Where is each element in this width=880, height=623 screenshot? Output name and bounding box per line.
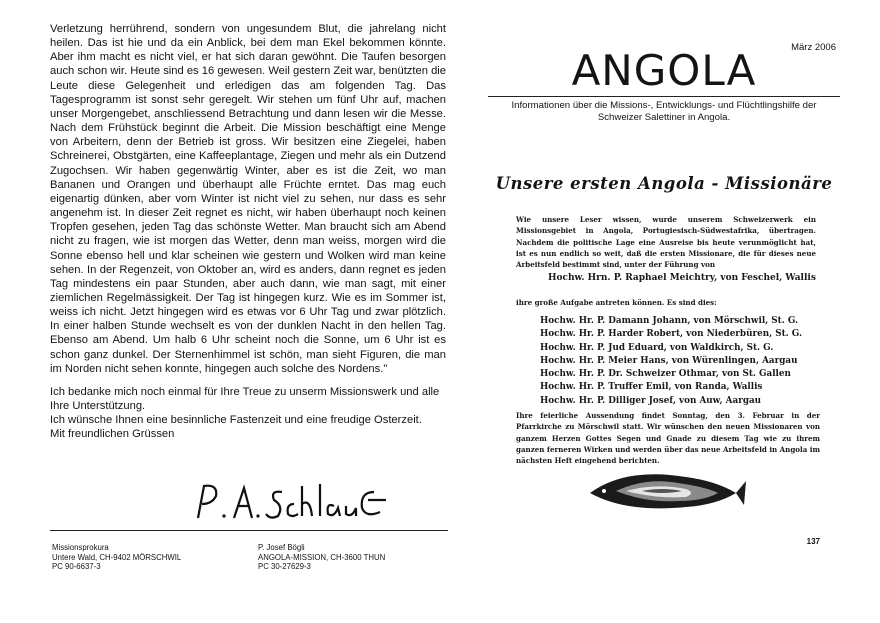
missionary-list xyxy=(540,315,820,408)
article-title: Unsere ersten Angola - Missionäre xyxy=(495,174,833,193)
letter-column xyxy=(50,22,446,442)
thanks-text: Ich bedanke mich noch einmal für Ihre Treue zu unserm Missionswerk und alle Ihre Unterstützung. xyxy=(50,385,440,413)
letter-body: Verletzung herrührend, sondern von ungesundem Blut, die jahrelang nicht heilen. Das ist hie und da ein Anblick, bei dem man Ekel bekommen könnte. Aber ihm macht es nicht viel, er hat sich daran gewöhnt. Die Taufen besorgen auch schon wir. Heute sind es 16 gewesen. Weil gestern Zeit war, benützten die Leute diese Gelegenheit und erledigen das am folgenden Tag. Das Tagesprogramm ist sonst sehr geregelt. Wir stehen um fünf Uhr auf, machen unser Morgengebet, anschliessend Betrachtung und dann lesen wir die Messe. Nach dem Frühstück beginnt die Arbeit. Die Mission beschäftigt eine Menge von Arbeitern, denn der Betrieb ist gross. Wir besitzen eine Ziegelei, haben Schreinerei, Obstgärten, eine Kaffeeplantage, Ziegen und mehr als ein Dutzend Zugochsen. Wir haben gegenwärtig Winter, aber es ist die Zeit, wo man Bananen und Orangen und überhaupt alle Früchte erntet. Das mag euch eigenartig dünken, aber vom Winter ist nicht viel zu sehen, nur dass es sehr angenehm ist. In dieser Zeit regnet es nicht, wir haben überhaupt noch keinen Tropfen gesehen, jeden Tag das schönste Wetter. Man braucht sich am Abend nicht zu fragen, wie ist morgen das Wetter, denn man weiss, morgen wird die Sonne ebenso hell und klar scheinen wie gestern und Wolken wird man keine sehen. In der Regenzeit, von Oktober an, wird es anders, dann regnet es jeden Tag mindestens ein paar Stunden, aber auch dann, wie man sagt, mit einer ziemlichen Regelmässigkeit. Der Tag ist hingegen kurz. Wie es im Sommer ist, weiss ich nicht. Jetzt hingegen wird es etwas vor 6 Uhr Tag und zwar plötzlich. In einer halben Stunde wechselt es von der dunklen Nacht in den hellen Tag. Ebenso am Abend. Um halb 6 Uhr scheint noch die Sonne, um 6 Uhr ist es schon ganz dunkel. Der Sternenhimmel ist schön, man sieht Figuren, die man im Norden nicht sehen konnte, hingegen auch solche des Nordens." xyxy=(50,23,446,375)
list-item: Hochw. Hr. P. Meier Hans, von Würenlingen, Aargau xyxy=(540,355,798,366)
footer-line: ANGOLA-MISSION, CH-3600 THUN xyxy=(258,552,386,562)
list-item: Hochw. Hr. P. Dilliger Josef, von Auw, Aargau xyxy=(540,395,762,406)
issue-date: März 2006 xyxy=(791,42,836,53)
footer-mission xyxy=(258,543,385,572)
newsletter-column xyxy=(488,0,840,623)
masthead-divider xyxy=(488,96,840,97)
greeting-text: Mit freundlichen Grüssen xyxy=(50,428,175,441)
footer-line: P. Josef Bögli xyxy=(258,543,305,552)
footer-line: PC 30-27629-3 xyxy=(258,562,311,572)
footer-line: Missionsprokura xyxy=(52,543,109,552)
page-number: 137 xyxy=(806,537,820,546)
article-outro: Ihre feierliche Aussendung findet Sonntag, den 3. Februar in der Pfarrkirche zu Mörschwil statt. Wir wünschen den neuen Missionaren von ganzem Herzen Gottes Segen und Gnade zu diesem Tag wie zu ihrem ganzen ferneren Wirken und werden über das neue Arbeitsfeld in Angola im nächsten Heft eingehend berichten. xyxy=(516,411,820,466)
list-item: Hochw. Hr. P. Damann Johann, von Mörschwil, St. G. xyxy=(540,316,799,326)
list-item: Hochw. Hr. P. Harder Robert, von Niederbüren, St. G. xyxy=(540,329,803,340)
masthead-title: ANGOLA xyxy=(571,46,757,95)
handwritten-signature xyxy=(190,478,390,528)
masthead-subtitle: Informationen über die Missions-, Entwicklungs- und Flüchtlingshilfe der Schweizer Salettiner in Angola. xyxy=(511,100,817,123)
footer-procura xyxy=(52,543,181,572)
list-item: Hochw. Hr. P. Dr. Schweizer Othmar, von St. Gallen xyxy=(540,369,791,380)
fish-icon xyxy=(586,463,746,515)
task-line: ihre große Aufgabe antreten können. Es sind dies: xyxy=(516,298,717,307)
list-item: Hochw. Hr. P. Truffer Emil, von Randa, Wallis xyxy=(540,382,763,393)
footer-line: Untere Wald, CH-9402 MÖRSCHWIL xyxy=(52,552,182,562)
wishes-text: Ich wünsche Ihnen eine besinnliche Fastenzeit und eine freudige Osterzeit. xyxy=(50,414,422,427)
list-item: Hochw. Hr. P. Jud Eduard, von Waldkirch, St. G. xyxy=(540,342,774,353)
leader-name: Hochw. Hrn. P. Raphael Meichtry, von Feschel, Wallis xyxy=(548,273,816,283)
article-intro: Wie unsere Leser wissen, wurde unserem Schweizerwerk ein Missionsgebiet in Angola, Portugiesisch-Südwestafrika, übertragen. Nachdem die politische Lage eine Ausreise bis heute verunmöglicht hat, ist es nun endlich so weit, daß die ersten Missionare, die für dieses neue Arbeitsfeld bestimmt sind, unter der Führung von xyxy=(516,215,816,270)
letter-closing xyxy=(50,385,446,442)
footer-line: PC 90-6637-3 xyxy=(52,562,101,572)
footer-divider xyxy=(50,530,448,531)
